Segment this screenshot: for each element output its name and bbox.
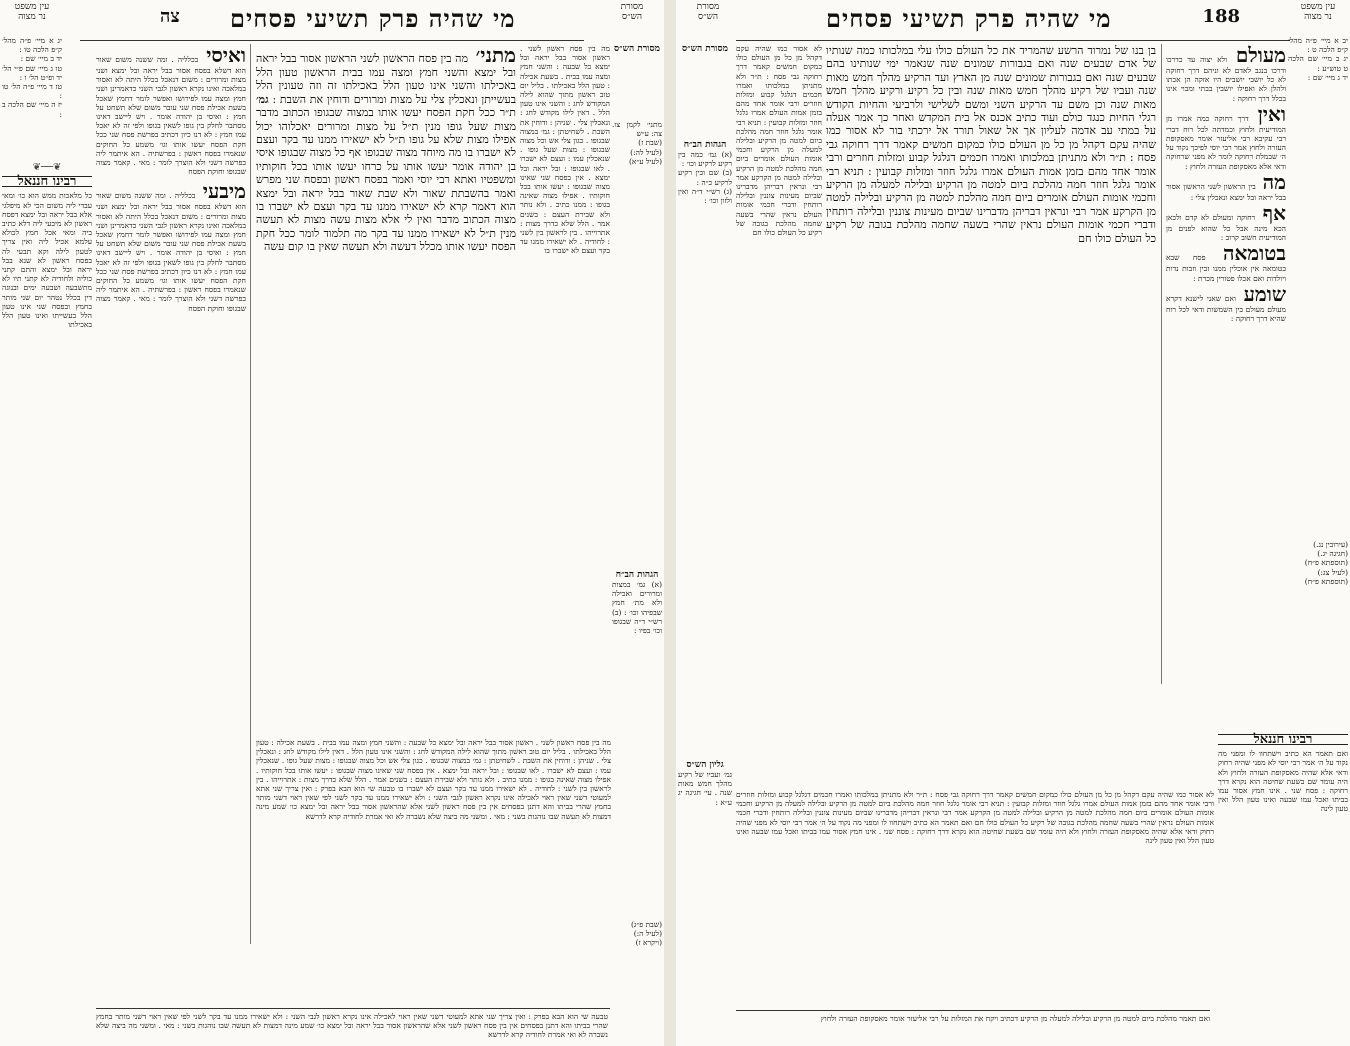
left-page-corner-left: עין משפט נר מצוה [14, 2, 50, 22]
left-rabbenu-column [2, 160, 92, 1020]
right-gilyon-text: גמ׳ ועביו של רקיע מהלך חמש מאות שנה . עי׳ חגיגה יג ע״א : [678, 770, 732, 807]
left-tosafot-text-2: בכלליה . ומה ששנה משום שאור הוא דשלא בפסח אסור בבל יראה ובל ימצא ושני מצות ומרורים : משום דנאכל בכלל היתה לא ואסור במלאכה ואינו נקרא ראשון לגבי השני כדאמרינן ושני חמץ ומצה עמו לפירושו ואפשר לומר דחמץ שאכל בשעת אכילת פסח שני עובר משום שלא תשחט על חמץ : ואיסי בן יהודה אומר . ויש ליישב דאינו מסתבר לחלק בין גופו לשאין בגופו ולפי זה לא יאכל עמו חמץ : לא דנו כיון דכתיב בפרשת פסח שני ככל חקת הפסח יעשו אותו וגו׳ משמע כל החוקים שנאמרו בפסח ראשון : בפרשתיה . הא איתמר ליה בפרשה דשני ולא הוצרך לומר : מאי . קאמר מצוה שבגופו וחוקת הפסח [96, 191, 246, 313]
right-tosafot-text-1: דרך רחוקה כמה אמרו מן המודיעית ולחוץ וכמדתה לכל רוח דברי רבי עקיבא רבי אליעזר אומר מאסקופת העזרה ולחוץ אמר רבי יוסי לפיכך נקוד על ה׳ שבמלת רחוקה לומר לא מפני שרחוקה ודאי אלא מאסקופת העזרה ולחוץ : [1166, 113, 1286, 171]
right-rashi-text: לא אסור כמו שהיה עקם דקהל מן כל מן העולם כולו כמקום חמשים קאמר דרך רחוקה גבי פסח : ת״ר ולא מתניתן במלכותו ואמרו חכמים דגלגל קבוע ומזלות חוזרים ורבי אומר אחד מהם בזמן אמות העולם אמרו גלגל חוזר ומזלות קבועין : תניא רבי אומר גלגל חוזר חמה מהלכת ביום למטה מן הרקיע ובלילה למעלה מן הרקיע וחכמי אומות העולם אומרים ביום חמה מהלכת למטה מן הרקיע ובלילה למטה מן הקרקע אמר רבי ונראין דבריהן מדברינו שביום מעינות צוננין ובלילה רותחין ודברי חכמי אומות העולם נראין שהרי בשעה שחמה מהלכת בגובה של רקיע כל העולם כולו חם [736, 44, 822, 238]
left-page-corner-right: מסורת הש״ס [620, 2, 644, 22]
left-bottom-commentary [256, 738, 611, 1006]
left-mesorat-side: מתני׳ לקמן צו. צה: ע״ש (שבת ז) (לעיל לה:) (לעיל ע״א) [612, 120, 662, 166]
left-running-head: מי שהיה פרק תשיעי פסחים [230, 4, 516, 33]
right-gilyon-title: גליון הש״ס [686, 760, 724, 770]
right-tosafot-mishnah: ולא יצוה עד כדרכו ודרכו בנגב לאדם לא וניהם דרך רחוקה לא כל יושבי יושבים היו אזקה הן אכתו ולהלן לא ואפילו יושבין בבתי ומבוי אינו בכלל דרך רחוקה : [1166, 55, 1286, 103]
right-mesorat-side: (עירובין נג.) (חגיגה יג.) (תוספתא פ״ח) (לעיל צג:) (תוספתא פ״ח) [1304, 540, 1348, 586]
left-tosafot-column [96, 44, 246, 1004]
left-footer: טבעה שי הוא הבא בפרק : ואין צריך שני אתא למעוטי דשני שאין ראוי לאכילה אינו נקרא ראשון לגבי השני : ולא ישאירו ממנו עד בקר לשני לפי שאין ראוי דשני מותר בחמץ שהרי בביתו והא דתנן בפסחים אין בין פסח ראשון לשני אלא שהראשון אסור בבל יראה ובל ימצא כו׳ שמע מינה דמצות לא תעשה שבו נוהגות בשני : מאי . ומשני מה ביצה שלא נשברה לא ואי אמרת לחודיה קרא לדרשא [96, 1012, 608, 1040]
right-footer: ואם תאמר מהלכת ביום למטה מן הרקיע ובלילה למעלה מן הרקיע דכתיב ויקח את המזלות על רבי אליעזר אומר מאסקופת העזרה ולחוץ [820, 1014, 1210, 1023]
right-hagahot-box [678, 140, 732, 320]
right-column-separator [1161, 44, 1162, 684]
right-hagahot-text: (א) גמ׳ כמה בין רקיע לרקיע וכו׳ : (ב) שם ובין רקיע לרקיע כ״ה : (ג) רש״י ד״ה ואין ולזון וכו׳ : [678, 150, 732, 206]
right-rabbenu-column [1218, 730, 1348, 1030]
right-footer-rule [736, 1010, 1210, 1011]
left-ein-mishpat: יג א מיי׳ פ״ה מהל׳ ק״פ הלכה טו : יד ב מיי׳ שם : טו ג מיי׳ שם פ״י הל׳ יד ופ״ט הל׳ ו : טז ד מיי׳ פ״ה הל׳ טו : יז ה מיי׳ שם הלכה ב : [2, 36, 62, 119]
left-rabbenu-text: כל מלאכות ממש הוא כו׳ ומאי עבדי ליה משום הכי לא מיפלגי אלא בבל יראה ובל ימצא דפסח ראשון לא מיבעי ליה דלא כתיב ביה ומאי אכל חמץ לכולא עלמא אכיל ליה ואין צריך לטעון לילה וקא תבעי לה בפסח ראשון לא שנא בבל יראה ובל ימצא והתם קתני כוליה ולחודיה לא קתני תיו לא מתשבעה ושבעה ימים ובנוגה דין בכלל נטהר יום שני מותר בחמץ ובפסח שני אינו טעון הלל בעשייתו ואינו טעון הלל באכילתו [2, 191, 92, 330]
right-mesorat-label: מסורת הש״ס [682, 44, 728, 54]
right-ein-mishpat: יב א מיי׳ פ״ה מהל׳ ק״פ הלכה ט : יג ב מיי׳ שם הלכה ט טוש״ע : יד ג מיי׳ שם : [1288, 36, 1348, 82]
right-bottom-rabbenu: ואם תאמר הא כתיב וישתחוו לו ומפני מה נקוד על ה׳ אמר רבי יוסי לא מפני שהיה רחוק ודאי אלא שהיה מאסקופת העזרה ולחוץ ולא היה עומד שם בשעת שחיטה הוא נקרא דרך רחוקה : פסח שני . אינו חמץ אסור עמו בביתו ואכל עמו שבעה ואינו טעון הלל ואין טעון לינה [736, 817, 1214, 846]
right-rabbenu-text: ואם תאמר הא כתיב וישתחוו לו ומפני מה נקוד על ה׳ אמר רבי יוסי לא מפני שהיה רחוק ודאי אלא שהיה מאסקופת העזרה ולחוץ ולא היה עומד שם בשעת שחיטה הוא נקרא דרך רחוקה : פסח שני . אינו חמץ אסור עמו בביתו ואכל עמו שבעה ואינו טעון הלל ואין טעון לינה [1218, 749, 1348, 814]
tosafot-dibbur-1: ואיסי [206, 44, 246, 67]
right-gemara-column [826, 44, 1156, 784]
right-page-corner-left: מסורת הש״ס [696, 2, 720, 22]
right-tosafot-column [1166, 44, 1286, 564]
right-dibbur-1: מעולם [1235, 44, 1286, 67]
left-gemara-column [256, 44, 516, 734]
right-rashi-column [736, 44, 822, 784]
right-bottom-commentary [736, 790, 1214, 1008]
left-column-separator-1 [250, 44, 251, 944]
left-mishnah-label: מתני׳ [475, 44, 516, 67]
right-tosafot-text-5: ואם שאני לישנא דקרא מעולם מעולם בין השמשות ודאי לכל רוח שהיא דרך רחוקה : [1166, 293, 1286, 324]
right-dibbur-2: ואין [1257, 101, 1286, 126]
right-dibbur-4: אף [1262, 201, 1286, 226]
left-header-rule [80, 40, 584, 41]
left-folio: צה [160, 6, 180, 27]
right-gilyon-box [678, 760, 732, 880]
left-page [0, 0, 665, 1046]
left-hagahot-title: הגהות הב״ח [615, 570, 659, 580]
tosafot-dibbur-2: מיבעי [202, 179, 246, 204]
left-rashi-column [520, 44, 610, 604]
left-gemara-text: ת״ר ככל חקת הפסח יעשו אותו במצוה שבגופו הכתוב מדבר מצות שעל גופו מנין ת״ל על מצות ומרורים יאכלוהו יכול אפילו מצות שלא על גופו ת״ל לא ישאירו ממנו עד בקר ועצם לא ישברו בו מה מיוחד מצוה שבגופו אף כל מצוה שבגופו איסי בן יהודה אומר יעשו אותו על כרחו יעשו אותו בכל חוקותיו ומשפטיו ואתא רבי יוסי ואמר בפסח ראשון ובפסח שני מפרש ואמר בהשבתת שאור ולא שבת שאור בבל יראה ובל ימצא הוא דאמר קרא לא ישאירו ממנו עד בקר ועצם לא ישברו בו מצוה הכתוב מדבר ואין לי אלא מצות עשה מצות לא תעשה מנין ת״ל לא ישאירו ממנו עד בקר מה תלמוד לומר ככל חקת הפסח יעשו אותו מכלל דעשה ולא תעשה שאין בו קום עשה [256, 106, 516, 254]
left-bottom-rashi-continued: מה בין פסח ראשון לשני . ראשון אסור בבל יראה ובל ימצא כל שבעה : והשני חמץ ומצה עמו בבית . בשעת אכילה : טעון הלל באכילתו . בליל יום טוב ראשון מתוך שהוא לילה המקודש לחג : והשני אינו טעון הלל . דאין לילו מקודש לחג : ונאכלין צלי . שניהן : ודוחין את השבת . לשחיטתן : גמ׳ במצוה שבגופו . כגון צלי אש וכל מצוה שבגופו : מצות שעל גופו . שנאכלין עמו : ועצם לא ישברו . לאו שבגופו : ובל יראה ובל ימצא . אין בפסח שני שאינו מצוה שבגופו : יעשו אותו בכל חוקותיו . אפילו מצוה שאינה בגופו : ממנו כתיב . ולא נותר ולא שבירת העצם : בשנים אמר . הלל שלא כדרך מצות : אתרוייהו . בין לראשון בין לשני : לחודיה . לא ישאירו ממנו עד בקר ועצם לא ישברו בו [256, 738, 611, 794]
right-dibbur-5: בטומאה [1222, 241, 1286, 266]
right-dibbur-6: שומע [1243, 281, 1286, 306]
right-tosafot-text-3: רחוקה ומעולם לא קדם ולכאן הכא מינה אבל כל שהוא לפנים מן המודיעית חשוב קרוב : [1166, 213, 1286, 243]
left-bottom-notes: טבעה שי הוא הבא בפרק : ואין צריך שני אתא למעוטי דשני שאין ראוי לאכילה אינו נקרא ראשון לגבי השני : ולא ישאירו ממנו עד בקר לשני לפי שאין ראוי דשני מותר בחמץ שהרי בביתו והא דתנן בפסחים אין בין פסח ראשון לשני אלא שהראשון אסור בבל יראה ובל ימצא כו׳ שמע מינה דמצות לא תעשה שבו נוהגות בשני : מאי . ומשני מה ביצה שלא נשברה לא ואי אמרת לחודיה קרא לדרשא [256, 784, 611, 821]
right-tosafot-text-2: בין הראשון לשני הראשון אסור בבל יראה ובל ימצא ונאכלין צלי : [1166, 181, 1286, 202]
right-folio: 188 [1202, 6, 1240, 27]
left-hagahot-box [612, 570, 662, 690]
right-dibbur-3: מה [1262, 169, 1286, 194]
right-main-text-cont: לא אסור כמו שהיה עקם דקהל מן כל מן העולם כולו כמקום חמשים קאמר דרך רחוקה גבי פסח : ת״ר ולא מתניתן במלכותו ואמרו חכמים דגלגל קבוע ומזלות חוזרים ורבי אומר אחד מהם בזמן אמות העולם אמרו גלגל חוזר ומזלות קבועין : תניא רבי אומר גלגל חוזר חמה מהלכת ביום למטה מן הרקיע ובלילה למעלה מן הרקיע וחכמי אומות העולם אומרים ביום חמה מהלכת למטה מן הרקיע ובלילה למטה מן הקרקע אמר רבי ונראין דבריהן מדברינו שביום מעינות צוננין ובלילה רותחין ודברי חכמי אומות העולם נראין שהרי בשעה שחמה מהלכת בגובה של רקיע כל העולם כולו חם [826, 124, 1156, 245]
left-mesorat-label: מסורת הש״ס [614, 44, 660, 54]
left-tosafot-text: בכלליה . ומה ששנה משום שאור הוא דשלא בפסח אסור בבל יראה ובל ימצא ושני מצות ומרורים : משום דנאכל בכלל היתה לא ואסור במלאכה ואינו נקרא ראשון לגבי השני כדאמרינן ושני חמץ ומצה עמו לפירושו ואפשר לומר דחמץ שאכל בשעת אכילת פסח שני עובר משום שלא תשחט על חמץ : ואיסי בן יהודה אומר . ויש ליישב דאינו מסתבר לחלק בין גופו לשאין בגופו ולפי זה לא יאכל עמו חמץ : לא דנו כיון דכתיב בפרשת פסח שני ככל חקת הפסח יעשו אותו וגו׳ משמע כל החוקים שנאמרו בפסח ראשון : בפרשתיה . הא איתמר ליה בפרשה דשני ולא הוצרך לומר : מאי . קאמר מצוה שבגופו וחוקת הפסח [96, 55, 246, 177]
left-reference-side: (שבת פ״ג) (לעיל ה:) (ויקרא ז) [631, 920, 662, 948]
ornament-divider: ❦──❦ [32, 162, 62, 173]
left-rashi-text: מה בין פסח ראשון לשני . ראשון אסור בבל יראה ובל ימצא כל שבעה : והשני חמץ ומצה עמו בבית . בשעת אכילה : טעון הלל באכילתו . בליל יום טוב ראשון מתוך שהוא לילה המקודש לחג : והשני אינו טעון הלל . דאין לילו מקודש לחג : ונאכלין צלי . שניהן : ודוחין את השבת . לשחיטתן : גמ׳ במצוה שבגופו . כגון צלי אש וכל מצוה שבגופו : מצות שעל גופו . שנאכלין עמו : ועצם לא ישברו . לאו שבגופו : ובל יראה ובל ימצא . אין בפסח שני שאינו מצוה שבגופו : יעשו אותו בכל חוקותיו . אפילו מצוה שאינה בגופו : ממנו כתיב . ולא נותר ולא שבירת העצם : בשנים אמר . הלל שלא כדרך מצות : אתרוייהו . בין לראשון בין לשני : לחודיה . לא ישאירו ממנו עד בקר ועצם לא ישברו בו [520, 44, 610, 256]
right-page [676, 0, 1350, 1046]
left-hagahot-text: (א) גמ׳ במצות ומרורים ואכילה ולא מת׳ חמץ שבפיהו וכו׳ : (ב) רש״י ד״ה שבגופו וכו׳ בפיו : [612, 580, 662, 636]
right-tosafot-text-4: פסח שבא בטומאה אין אוכלין ממנו זבין וזבות נדות ויולדות ואם אכלו פטורין מכרת : [1166, 253, 1286, 283]
right-bottom-text: לא אסור כמו שהיה עקם דקהל מן כל מן העולם כולו כמקום חמשים קאמר דרך רחוקה גבי פסח : ת״ר ולא מתניתן במלכותו ואמרו חכמים דגלגל קבוע ומזלות חוזרים ורבי אומר אחד מהם בזמן אמות העולם אמרו גלגל חוזר ומזלות קבועין : תניא רבי אומר גלגל חוזר חמה מהלכת ביום למטה מן הרקיע ובלילה למעלה מן הרקיע וחכמי אומות העולם אומרים ביום חמה מהלכת למטה מן הרקיע ובלילה למטה מן הקרקע אמר רבי ונראין דבריהן מדברינו שביום מעינות צוננין ובלילה רותחין ודברי חכמי אומות העולם נראין שהרי בשעה שחמה מהלכת בגובה של רקיע כל העולם כולו חם [736, 790, 1214, 827]
right-page-corner-right: עין משפט נר מצוה [1300, 2, 1336, 22]
left-rabbenu-title: רבינו חננאל [2, 176, 92, 187]
page-gutter [664, 0, 676, 1046]
right-hagahot-title: הגהות הב״ח [683, 140, 727, 150]
left-footer-rule [96, 1008, 610, 1009]
left-mishnah-text: מה בין פסח הראשון לשני הראשון אסור בבל יראה ובל ימצא והשני חמץ ומצה עמו בבית הראשון טעון הלל באכילתו והשני אינו טעון הלל באכילתו זה וזה טעונין הלל בעשייתן ונאכלין צלי על מצות ומרורים ודוחין את השבת : [256, 52, 516, 106]
left-gemara-label: גמ׳ [256, 92, 269, 106]
right-running-head: מי שהיה פרק תשיעי פסחים [826, 4, 1112, 33]
right-rabbenu-title: רבינו חננאל [1218, 734, 1348, 745]
right-main-text: בן בנו של נמרוד הרשע שהמריד את כל העולם כולו עלי במלכותו כמה שנותיו של אדם שבעים שנה ואם בגבורות שמונים שנה שנאמר ימי שנותינו בהם שבעים שנה ואם בגבורות שמונים שנה מן הארץ ועד הרקיע מהלך חמש מאות שנה ועביו של רקיע מהלך חמש מאות שנה ובין כל רקיע ורקיע מהלך חמש מאות שנה וכן משם עד הרקיע השני ומשם לשלישי ולרביעי והחיות הקודש רגלי החיות כנגד כולם ועוד כתיב אכנס אל בית המקדש ואחר כך אמר אעלה על במתי עב אדמה לעליון אך אל שאול תורד אל ירכתי בור [826, 44, 1156, 138]
right-header-rule [736, 40, 1290, 41]
